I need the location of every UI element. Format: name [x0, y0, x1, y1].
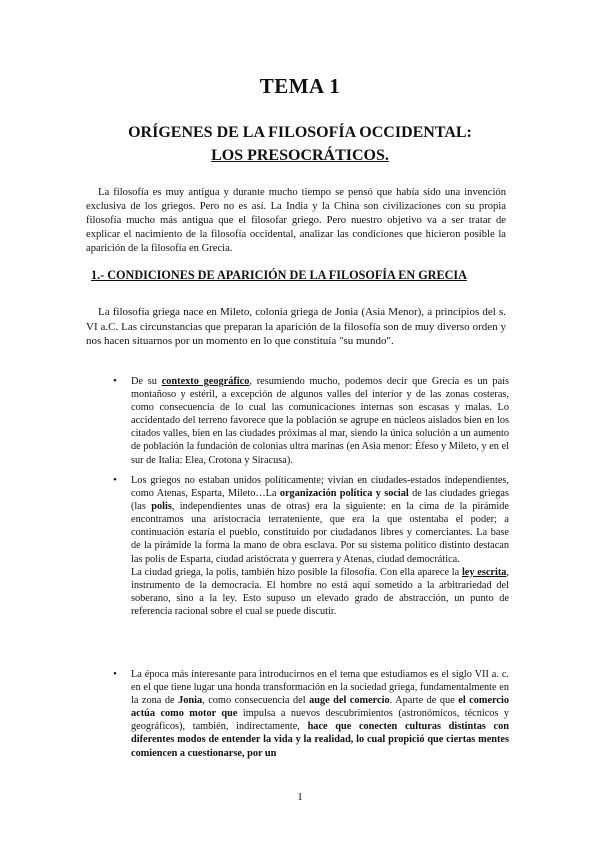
section-heading-1: 1.- CONDICIONES DE APARICIÓN DE LA FILOSOFÍA EN GRECIA [91, 268, 467, 282]
keyword: Jonia [178, 695, 203, 707]
list-item-text: De su contexto geográfico, resumiendo mucho, podemos decir que Grecia es un país montañoso y estéril, a excepción de algunos valles del interior y de las zonas costeras, como consecuencia de lo cual las comunicaciones internas son escasas y malas. Lo accidentado del terreno favorece que la población se agrupe en núcleos aislados bien en los citados valles, bien en las ciudades próximas al mar, siendo la única solución a un aumento de población la fundación de colonias ultra marinas (en Asia menor: Éfeso y Mileto, y en el sur de Italia: Elea, Crotona y Siracusa). [131, 376, 510, 466]
intro-paragraph: La filosofía es muy antigua y durante mucho tiempo se pensó que había sido una invención exclusiva de los griegos. Pero no es así. La India y la China son civilizaciones con su propia filosofía mucho más antigua que el filosofar griego. Pero nuestro objetivo va a ser tratar de explicar el nacimiento de la filosofía occidental, analizar las condiciones que hicieron posible la aparición de la filosofía en Grecia. [86, 187, 506, 254]
page-number: 1 [297, 791, 303, 803]
title-line-1: ORÍGENES DE LA FILOSOFÍA OCCIDENTAL: [128, 124, 472, 141]
chapter-heading: TEMA 1 [259, 74, 341, 98]
keyword: polis [151, 501, 172, 513]
bullet-icon: • [113, 375, 117, 387]
keyword: auge del comercio [309, 695, 390, 707]
keyword: contexto geográfico [161, 376, 250, 387]
bullet-icon: • [113, 474, 117, 486]
document-title [80, 121, 520, 167]
keyword: el comercio actúa como motor que [131, 695, 510, 720]
keyword: hace que conecten culturas distintas con diferentes modos de entender la vida y la realidad, lo cual propició que ciertas mentes comiencen a cuestionarse, por un [131, 721, 509, 759]
bullet-icon: • [113, 668, 117, 680]
keyword: organización política y social [279, 488, 409, 500]
title-line-2: LOS PRESOCRÁTICOS. [211, 147, 389, 164]
paragraph-1: La filosofía griega nace en Mileto, colonia griega de Jonia (Asia Menor), a principios del s. VI a.C. Las circunstancias que preparan la aparición de la filosofía son de muy diverso orden y nos hacen situarnos por un momento en lo que constituía "su mundo". [86, 306, 506, 347]
list-item-text: Los griegos no estaban unidos políticamente; vivían en ciudades-estados independientes, como Atenas, Esparta, Mileto…La organización política y social de las ciudades griegas (las polis, independientes unas de otras) era la siguiente: en la cima de la pirámide encontramos una aristocracia terrateniente, que era la que ostentaba el poder; a continuación estaría el pueblo, constituido por ciudadanos libres y comerciantes. La base de la pirámide la forma la mano de obra esclava. Por su sistema político distinto destacan las polis de Esparta, ciudad aristócrata y guerrera y Atenas, ciudad democrática. La ciudad griega, la polis, también hizo posible la filosofía. Con ella aparece la ley escrita, instrumento de la democracia. El hombre no está aquí sometido a la arbitrariedad del soberano, sino a la ley. Esto supuso un elevado grado de abstracción, un punto de referencia racional sobre el cual se puede discutir. [131, 475, 510, 617]
list-item-text: La época más interesante para introducirnos en el tema que estudiamos es el siglo VII a. c. en el que tiene lugar una honda transformación en la sociedad griega, fundamentalmente en la zona de Jonia, como consecuencia del auge del comercio. Aparte de que el comercio actúa como motor que impulsa a nuevos descubrimientos (astronómicos, técnicos y geográficos), también, indirectamente, hace que conecten culturas distintas con diferentes modos de entender la vida y la realidad, lo cual propició que ciertas mentes comiencen a cuestionarse, por un [131, 669, 510, 759]
keyword: ley escrita [461, 566, 507, 578]
